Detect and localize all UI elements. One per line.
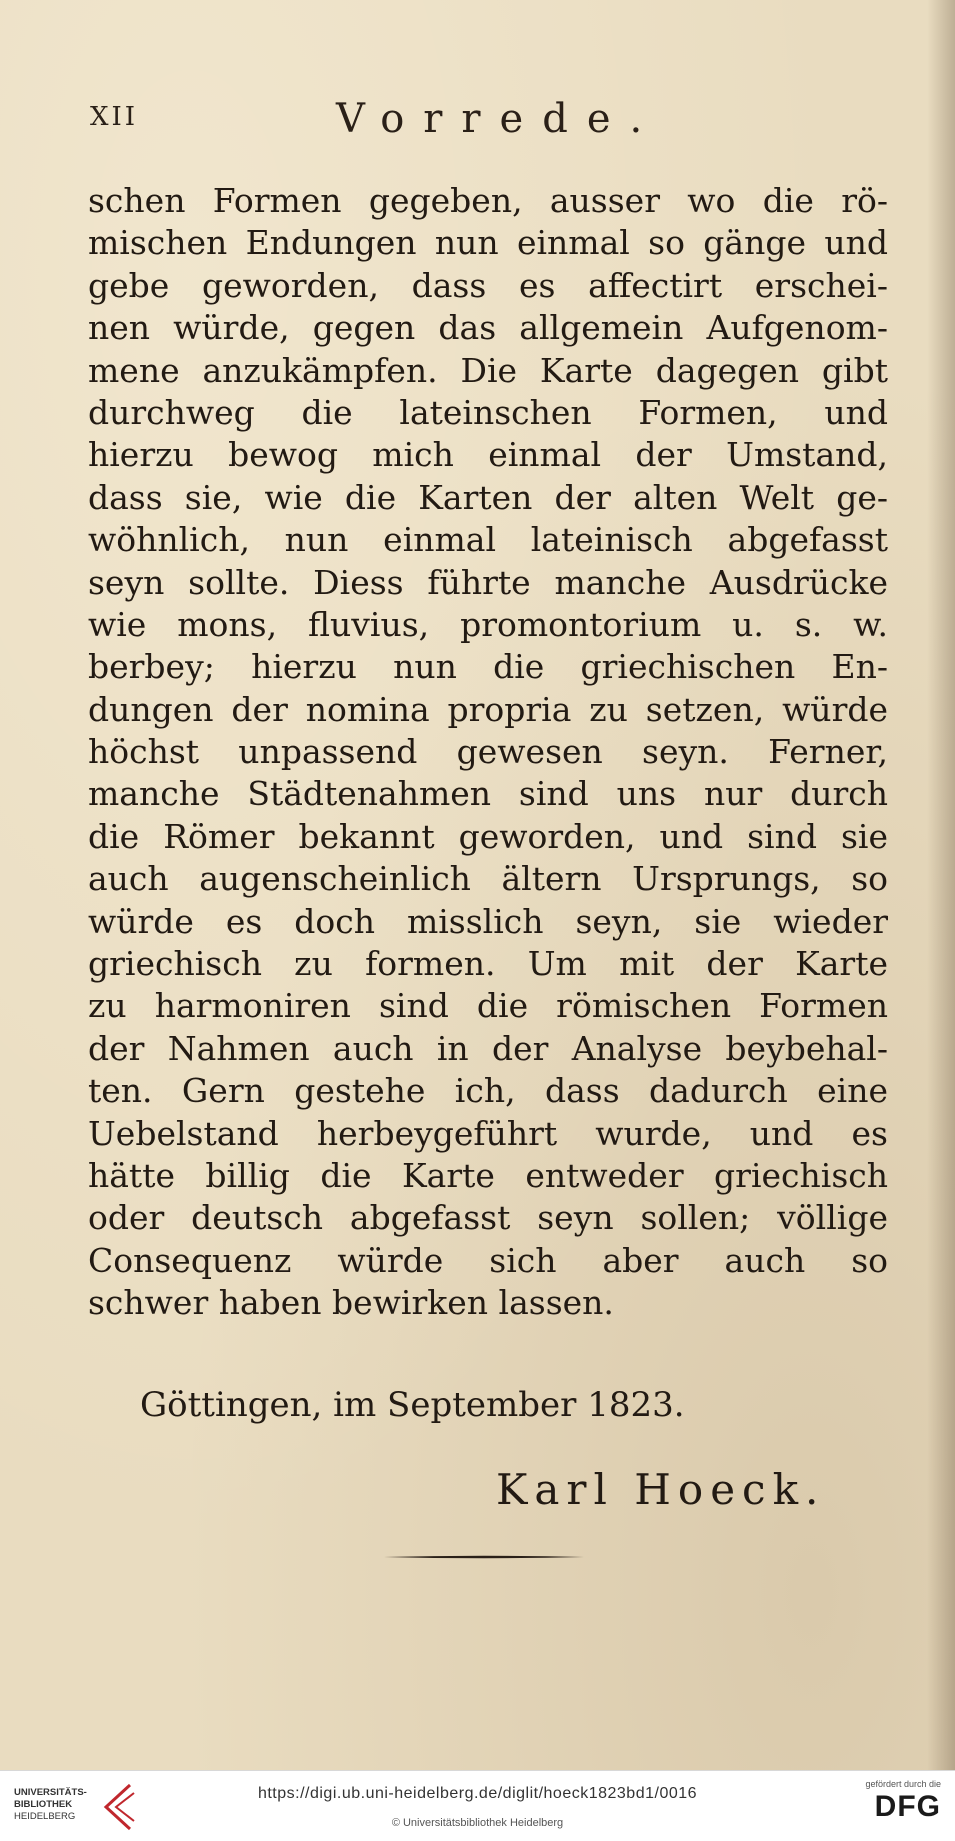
text-line: höchst unpassend gewesen seyn. Ferner, — [88, 732, 888, 772]
body-text — [88, 180, 888, 1325]
text-line: würde es doch misslich seyn, sie wieder — [88, 901, 888, 941]
text-line: oder deutsch abgefasst seyn sollen; völlige — [88, 1198, 888, 1238]
text-line: schwer haben bewirken lassen. — [88, 1283, 614, 1323]
running-head: Vorrede. — [336, 96, 662, 142]
viewer-footer — [0, 1770, 955, 1841]
library-city: HEIDELBERG — [14, 1811, 76, 1822]
date-line: Göttingen, im September 1823. — [140, 1385, 685, 1425]
text-line: auch augenscheinlich ältern Ursprungs, so — [88, 859, 888, 899]
text-line: mene anzukämpfen. Die Karte dagegen gibt — [88, 350, 888, 390]
library-name-line1: UNIVERSITÄTS- — [14, 1787, 87, 1798]
page-header — [90, 96, 890, 144]
text-line: Uebelstand herbeygeführt wurde, und es — [88, 1113, 888, 1153]
text-line: schen Formen gegeben, ausser wo die rö- — [88, 181, 888, 220]
sponsor-logo[interactable] — [841, 1779, 941, 1837]
text-line: dass sie, wie die Karten der alten Welt ge- — [88, 477, 888, 517]
copyright-notice: © Universitätsbibliothek Heidelberg — [391, 1817, 564, 1829]
ornamental-rule — [384, 1555, 584, 1559]
text-line: dungen der nomina propria zu setzen, würde — [88, 689, 888, 729]
text-line: der Nahmen auch in der Analyse beybehal- — [88, 1028, 888, 1068]
text-line: wie mons, fluvius, promontorium u. s. w. — [88, 604, 888, 644]
text-line: nen würde, gegen das allgemein Aufgenom- — [88, 308, 888, 348]
text-line: seyn sollte. Diess führte manche Ausdrücke — [88, 562, 888, 602]
text-line: griechisch zu formen. Um mit der Karte — [88, 944, 888, 984]
sponsor-caption: gefördert durch die — [865, 1779, 941, 1789]
page-edge-shadow — [927, 0, 955, 1770]
text-line: zu harmoniren sind die römischen Formen — [88, 986, 888, 1026]
text-line: mischen Endungen nun einmal so gänge und — [88, 223, 888, 263]
text-line: gebe geworden, dass es affectirt erschei- — [88, 265, 888, 305]
text-line: berbey; hierzu nun die griechischen En- — [88, 647, 888, 687]
page-number: XII — [90, 102, 139, 132]
library-name-line2: BIBLIOTHEK — [14, 1799, 73, 1810]
text-line: die Römer bekannt geworden, und sind sie — [88, 816, 888, 856]
text-line: ten. Gern gestehe ich, dass dadurch eine — [88, 1071, 888, 1111]
text-line: Consequenz würde sich aber auch so — [88, 1240, 888, 1280]
dfg-logo: DFG — [874, 1790, 941, 1823]
text-line: wöhnlich, nun einmal lateinisch abgefasst — [88, 520, 888, 560]
signature: Karl Hoeck. — [496, 1465, 826, 1514]
text-line: manche Städtenahmen sind uns nur durch — [88, 774, 888, 814]
text-line: hätte billig die Karte entweder griechisch — [88, 1155, 888, 1195]
text-line: hierzu bewog mich einmal der Umstand, — [88, 435, 888, 475]
text-line: durchweg die lateinschen Formen, und — [88, 392, 888, 432]
permalink-url[interactable]: https://digi.ub.uni-heidelberg.de/diglit/hoeck1823bd1/0016 — [257, 1785, 698, 1802]
